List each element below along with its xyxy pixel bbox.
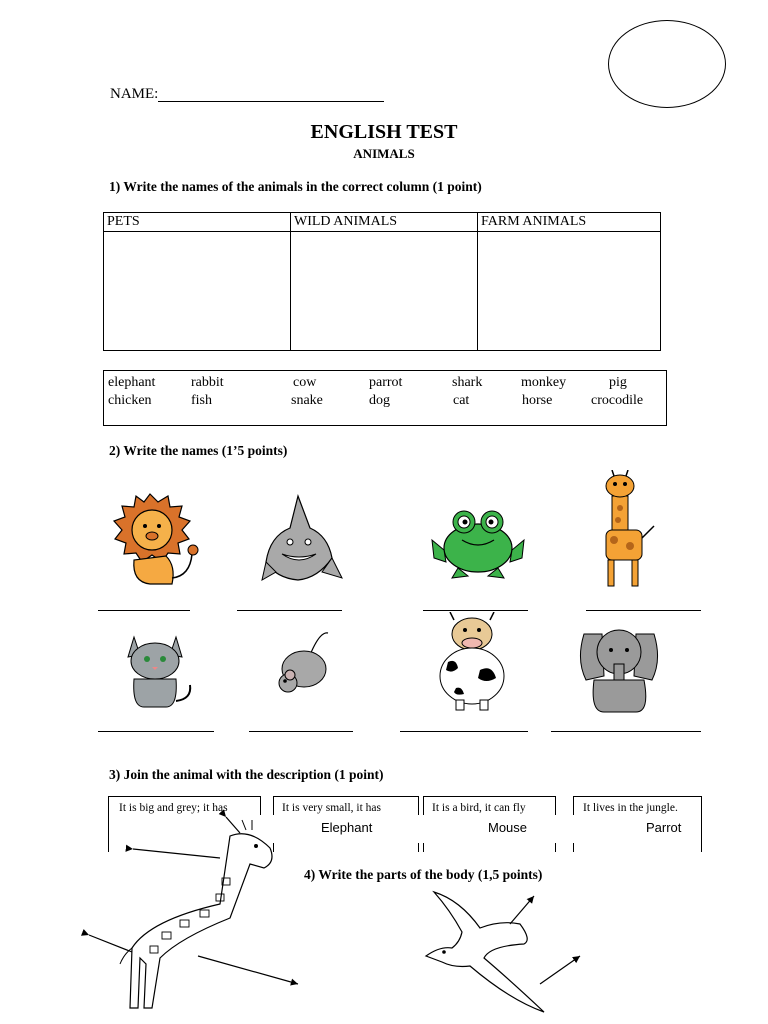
question-4: 4) Write the parts of the body (1,5 points) — [304, 867, 543, 882]
word-bank-item: horse — [522, 393, 553, 408]
test-subtitle: ANIMALS — [353, 146, 415, 161]
question-3: 3) Join the animal with the description (1 point) — [109, 767, 384, 782]
description-text: It is a bird, it can fly — [432, 802, 526, 814]
cat-icon — [112, 625, 202, 711]
word-bank-item: rabbit — [191, 375, 224, 390]
word-bank-item: crocodile — [591, 393, 644, 408]
answer-line[interactable] — [98, 731, 214, 732]
giraffe-icon — [80, 808, 305, 1024]
cow-icon — [432, 612, 512, 714]
word-bank-item: cat — [453, 393, 470, 408]
seagull-icon — [420, 880, 590, 1020]
word-bank-item: cow — [293, 375, 317, 390]
answer-line[interactable] — [249, 731, 353, 732]
elephant-icon — [574, 620, 664, 716]
word-bank-item: chicken — [108, 393, 152, 408]
column-header-wild: WILD ANIMALS — [291, 213, 478, 232]
column-cell-wild[interactable] — [291, 232, 478, 351]
column-header-farm: FARM ANIMALS — [478, 213, 661, 232]
name-label: NAME: — [110, 86, 159, 102]
test-title: ENGLISH TEST — [310, 121, 458, 143]
column-header-pets: PETS — [104, 213, 291, 232]
word-bank-item: elephant — [108, 375, 156, 390]
lion-icon — [102, 490, 208, 590]
answer-line[interactable] — [551, 731, 701, 732]
description-text: It is very small, it has — [282, 802, 382, 814]
answer-line[interactable] — [98, 610, 190, 611]
word-bank-item: monkey — [521, 375, 567, 390]
question-1: 1) Write the names of the animals in the correct column (1 point) — [109, 179, 482, 194]
answer-line[interactable] — [237, 610, 342, 611]
answer-line[interactable] — [400, 731, 528, 732]
column-cell-farm[interactable] — [478, 232, 661, 351]
giraffe-icon — [598, 470, 662, 590]
word-bank-item: snake — [291, 393, 323, 408]
question-2: 2) Write the names (1’5 points) — [109, 443, 288, 458]
mouse-icon — [270, 625, 340, 700]
column-cell-pets[interactable] — [104, 232, 291, 351]
answer-word-parrot: Parrot — [646, 820, 682, 835]
answer-line[interactable] — [423, 610, 528, 611]
word-bank-item: pig — [609, 375, 627, 390]
classification-table — [103, 212, 661, 351]
frog-icon — [428, 500, 528, 580]
shark-icon — [258, 492, 344, 588]
name-field[interactable] — [158, 101, 384, 102]
description-text: It lives in the jungle. — [583, 802, 678, 814]
word-bank-item: dog — [369, 393, 390, 408]
answer-word-elephant: Elephant — [321, 820, 373, 835]
word-bank-item: parrot — [369, 375, 403, 390]
description-text: It is big and grey; it has — [119, 802, 228, 814]
word-bank-item: shark — [452, 375, 483, 390]
score-oval — [608, 20, 726, 108]
answer-line[interactable] — [586, 610, 701, 611]
word-bank-item: fish — [191, 393, 212, 408]
answer-word-mouse: Mouse — [488, 820, 528, 835]
